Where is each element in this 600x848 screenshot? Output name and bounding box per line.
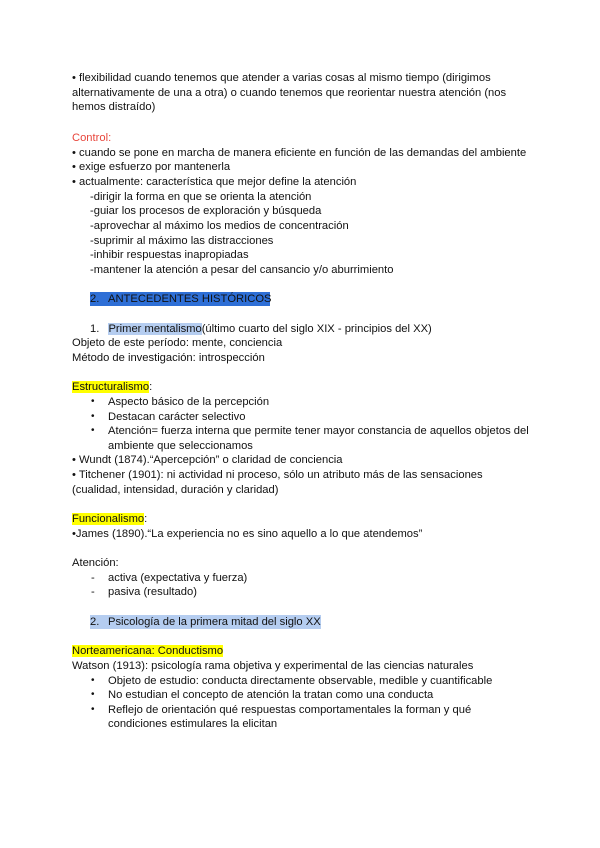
dash-icon: -	[91, 572, 95, 584]
estructuralismo-bullet: Atención= fuerza interna que permite tener mayor constancia de aquellos objetos del	[108, 425, 529, 437]
conductismo-bullet: No estudian el concepto de atención la tratan como una conducta	[108, 689, 434, 701]
conductismo-heading	[72, 644, 223, 658]
conductismo-bullet: Objeto de estudio: conducta directamente observable, medible y cuantificable	[108, 675, 493, 687]
flexibility-line-2: alternativamente de una a otra) o cuando tenemos que reorientar nuestra atención (nos	[72, 87, 507, 99]
bullet-icon: •	[91, 396, 95, 407]
conductismo-bullet-cont: condiciones estimulares la elicitan	[108, 718, 278, 730]
bullet-icon: •	[91, 689, 95, 700]
mentalismo-number: 1.	[90, 323, 100, 335]
section-title: Psicología de la primera mitad del siglo XX	[108, 616, 321, 628]
mentalismo-metodo: Método de investigación: introspección	[72, 352, 265, 364]
mentalismo-heading	[90, 322, 432, 336]
bullet-icon: •	[91, 704, 95, 715]
titchener-line-1: • Titchener (1901): ni actividad ni proceso, sólo un atributo más de las sensaciones	[72, 469, 483, 481]
funcionalismo-title: Funcionalismo	[72, 513, 145, 525]
estructuralismo-bullet: Destacan carácter selectivo	[108, 411, 246, 423]
control-sub-item: -guiar los procesos de exploración y búsqueda	[90, 205, 322, 217]
dash-icon: -	[91, 586, 95, 598]
section-number: 2.	[90, 293, 100, 305]
watson-line: Watson (1913): psicología rama objetiva y experimental de las ciencias naturales	[72, 660, 474, 672]
estructuralismo-heading	[72, 380, 152, 394]
control-sub-item: -aprovechar al máximo los medios de concentración	[90, 220, 349, 232]
wundt-line: • Wundt (1874).“Apercepción” o claridad de conciencia	[72, 454, 343, 466]
control-sub-item: -inhibir respuestas inapropiadas	[90, 249, 249, 261]
control-sub-item: -suprimir al máximo las distracciones	[90, 235, 274, 247]
mentalismo-objeto: Objeto de este período: mente, conciencia	[72, 337, 283, 349]
section-number: 2.	[90, 616, 100, 628]
estructuralismo-bullet-cont: ambiente que seleccionamos	[108, 440, 253, 452]
atencion-item: activa (expectativa y fuerza)	[108, 572, 248, 584]
bullet-icon: •	[91, 411, 95, 422]
titchener-line-2: (cualidad, intensidad, duración y claridad)	[72, 484, 279, 496]
conductismo-title: Norteamericana: Conductismo	[72, 645, 224, 657]
conductismo-bullet: Reflejo de orientación qué respuestas comportamentales la forman y qué	[108, 704, 472, 716]
mentalismo-title: Primer mentalismo	[108, 323, 202, 335]
atencion-item: pasiva (resultado)	[108, 586, 197, 598]
control-sub-item: -dirigir la forma en que se orienta la atención	[90, 191, 312, 203]
estructuralismo-colon: :	[149, 381, 153, 393]
flexibility-line-3: hemos distraído)	[72, 101, 156, 113]
bullet-icon: •	[91, 425, 95, 436]
flexibility-line-1: • flexibilidad cuando tenemos que atender a varias cosas al mismo tiempo (dirigimos	[72, 72, 491, 84]
control-item: • exige esfuerzo por mantenerla	[72, 161, 231, 173]
mentalismo-period: (último cuarto del siglo XIX - principios del XX)	[201, 323, 432, 335]
control-item: • cuando se pone en marcha de manera eficiente en función de las demandas del ambiente	[72, 147, 527, 159]
section-heading-antecedentes	[90, 292, 270, 306]
funcionalismo-colon: :	[144, 513, 148, 525]
estructuralismo-bullet: Aspecto básico de la percepción	[108, 396, 270, 408]
control-item: • actualmente: característica que mejor define la atención	[72, 176, 357, 188]
james-line: •James (1890).“La experiencia no es sino aquello a lo que atendemos”	[72, 528, 423, 540]
control-sub-item: -mantener la atención a pesar del cansancio y/o aburrimiento	[90, 264, 394, 276]
section-title: ANTECEDENTES HISTÓRICOS	[108, 293, 272, 305]
estructuralismo-title: Estructuralismo	[72, 381, 150, 393]
funcionalismo-heading	[72, 512, 147, 526]
bullet-icon: •	[91, 675, 95, 686]
atencion-heading: Atención:	[72, 557, 119, 569]
control-heading: Control:	[72, 132, 112, 144]
section-heading-psicologia	[90, 615, 321, 629]
